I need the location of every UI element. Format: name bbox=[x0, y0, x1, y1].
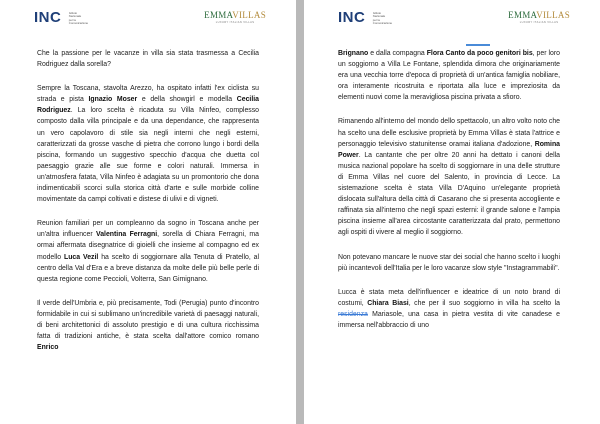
inc-sub-line: Nazionale bbox=[68, 14, 82, 19]
annotation-mark bbox=[466, 44, 490, 46]
emma-villas-logo-mark bbox=[204, 10, 266, 21]
inc-sub-line: Comunicazione bbox=[372, 20, 393, 25]
paragraph bbox=[37, 298, 259, 353]
right-page bbox=[304, 0, 600, 424]
text-run: Mariasole, una casa in pietra vestita di vite canadese e immersa nell'abbraccio di uno bbox=[338, 310, 560, 329]
inc-sub-line: per la bbox=[68, 17, 76, 22]
page-header bbox=[0, 10, 296, 32]
text-run: . La cantante che per oltre 20 anni ha dettato i canoni della musica nazional popolare ha scelto di soggiornare in una delle strutture di Emma Villas nel cuore del Salento, in provincia di Lecce. La sistemazione scelta è stata Villa D'Aquino un'elegante proprietà dislocata sull'altura della città di Casarano che si presenta accogliente e raffinata sia all'interno che negli spazi esterni: il grande salone e l'ampia piscina insieme all'area circostante caratterizzata dal prato, permettono agli ospiti di vivere al meglio il soggiorno. bbox=[338, 151, 560, 237]
emma-villas-logo bbox=[204, 10, 266, 24]
inc-logo-mark: INC bbox=[338, 9, 366, 26]
text-run: , che per il suo soggiorno in villa ha scelto la bbox=[408, 299, 560, 307]
emma-villas-tagline: LUXURY ITALIAN VILLAS bbox=[215, 21, 255, 24]
person-name: Cecilia Rodriguez bbox=[37, 96, 259, 115]
emma-villas-logo-mark bbox=[508, 10, 570, 21]
emma-villas-logo-b: VILLAS bbox=[536, 10, 570, 20]
inc-logo bbox=[338, 10, 392, 28]
inc-logo bbox=[34, 10, 88, 28]
person-name: Brignano bbox=[338, 50, 369, 57]
inc-logo-subtitle bbox=[373, 12, 392, 25]
inc-sub-line: Comunicazione bbox=[68, 20, 89, 25]
person-name: Luca Vezil bbox=[64, 253, 99, 261]
text-run: Rimanendo all'interno del mondo dello spettacolo, un altro volto noto che ha scelto una delle esclusive proprietà by Emma Villas è stata l'attrice e personaggio televisivo statunitense oramai italiana d'adozione, bbox=[338, 118, 560, 148]
person-name: Enrico bbox=[37, 344, 59, 352]
person-name: Valentina Ferragni bbox=[95, 231, 158, 239]
emma-villas-logo-a: EMMA bbox=[508, 10, 537, 20]
text-run: ha scelto di soggiornare alla Tenuta di Pratello, al centro della Val d'Era e a breve distanza da molte delle più belle perle di questa regione come Peccioli, Volterra, San Gimignano. bbox=[37, 253, 259, 283]
paragraph bbox=[338, 48, 560, 103]
inc-sub-line: Istituto bbox=[68, 11, 78, 15]
text-run: Sempre la Toscana, stavolta Arezzo, ha ospitato infatti l'ex ciclista su strada e pista bbox=[37, 85, 259, 104]
text-run: e dalla compagna bbox=[368, 50, 427, 57]
text-run: Il verde dell'Umbria e, più precisamente, Todi (Perugia) punto d'incontro formidabile in cui si sublimano un'incredibile varietà di paesaggi naturali, di beni architettonici di assoluto prestigio e di una cultura ricchissima fatta di tradizioni antiche, è stata scelta dall'attore comico romano bbox=[37, 299, 259, 341]
inc-sub-line: per la bbox=[372, 17, 380, 22]
paragraph: Che la passione per le vacanze in villa sia stata trasmessa a Cecilia Rodriguez dalla sorella? bbox=[37, 50, 259, 69]
right-page-body bbox=[338, 48, 560, 344]
paragraph bbox=[37, 83, 259, 205]
text-run: Reunion familiari per un compleanno da sogno in Toscana anche per un'altra influencer bbox=[37, 220, 259, 239]
left-page-body bbox=[37, 48, 259, 366]
paragraph: Non potevano mancare le nuove star dei social che hanno scelto i luoghi più incantevoli dell'Italia per le loro vacanze slow style "Instagrammabili". bbox=[338, 253, 560, 272]
inc-sub-line: Istituto bbox=[372, 11, 382, 15]
emma-villas-logo-a: EMMA bbox=[204, 10, 233, 20]
page-header bbox=[304, 10, 600, 32]
emma-villas-logo bbox=[508, 10, 570, 24]
text-run: e della showgirl e modella bbox=[137, 96, 237, 104]
paragraph bbox=[37, 218, 259, 285]
person-name: Chiara Biasi bbox=[367, 299, 409, 307]
text-run: , per loro un soggiorno a Villa Le Fontane, splendida dimora che originariamente era una vecchia torre d'epoca di proprietà di un'antica famiglia nobiliare, ora interamente ricostruita e riportata alla luce e impreziosita da elementi nuovi come la meravigliosa piscina privata a sfioro. bbox=[338, 50, 560, 102]
person-name: Flora Canto da poco genitori bis bbox=[426, 50, 533, 57]
paragraph bbox=[338, 116, 560, 238]
inc-sub-line: Nazionale bbox=[372, 14, 386, 19]
emma-villas-logo-b: VILLAS bbox=[232, 10, 266, 20]
left-page bbox=[0, 0, 296, 424]
person-name: Ignazio Moser bbox=[88, 96, 138, 104]
text-run: , sorella di Chiara Ferragni, ma ormai affermata disegnatrice di gioielli che insieme al compagno ed ex modello bbox=[37, 231, 259, 261]
person-name: Romina Power bbox=[338, 140, 560, 159]
emma-villas-tagline: LUXURY ITALIAN VILLAS bbox=[519, 21, 559, 24]
text-run: Lucca è stata meta dell'influencer e ideatrice di un noto brand di costumi, bbox=[338, 288, 560, 307]
edited-link[interactable]: residenza bbox=[338, 310, 368, 318]
inc-logo-subtitle bbox=[69, 12, 88, 25]
text-run: . La loro scelta è ricaduta su Villa Ninfeo, complesso composto dalla villa principale e da una dependance, che rappresenta un vero capolavoro di stile sia negli interni che negli esterni, caratterizzati da grosse vasche di pietra che corrono lungo i bordi della piscina, formando un suggestivo specchio d'acqua che duetta col paesaggio grazie alle sue forme e colori naturali. Immersa in un'atmosfera fatata, Villa Ninfeo è adagiata su un promontorio che dona indimenticabili scorci sulla storica città d'arte e sulle morbide colline movimentate da campi coltivati e distese di ulivi e di vigneti. bbox=[37, 107, 259, 204]
paragraph bbox=[338, 287, 560, 331]
inc-logo-mark: INC bbox=[34, 9, 62, 26]
